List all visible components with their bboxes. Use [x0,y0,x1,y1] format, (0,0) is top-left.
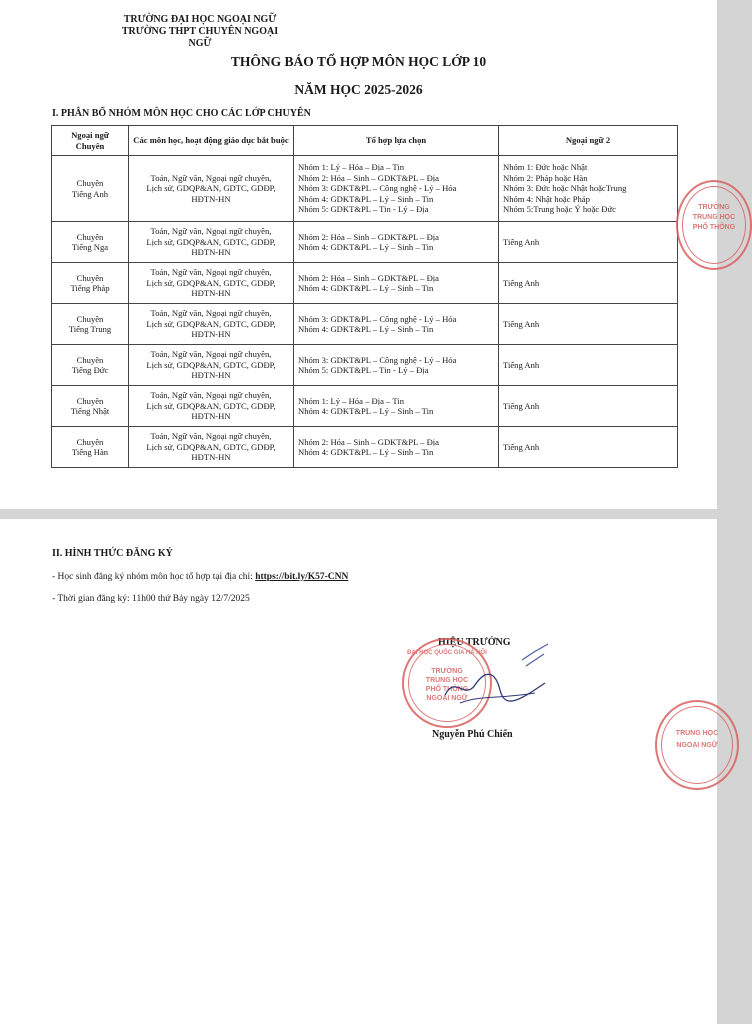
cell-line: Chuyên [76,354,104,365]
cell-line: Nhóm 1: Lý – Hóa – Địa – Tin [298,395,404,406]
cell-line: HĐTN-HN [191,329,231,340]
required-cell [129,304,294,345]
lang2-cell [499,386,678,427]
combos-cell [294,345,499,386]
cell-line: Nhóm 5: GDKT&PL – Tin - Lý – Địa [298,365,429,375]
principal-name: Nguyễn Phú Chiến [432,729,513,740]
cell-line: Nhóm 4: GDKT&PL – Lý – Sinh – Tin [298,193,434,204]
required-cell [129,222,294,263]
cell-line: Lịch sử, GDQP&AN, GDTC, GDĐP, [146,236,276,247]
table-row [52,345,678,386]
cell-line: Nhóm 4: GDKT&PL – Lý – Sinh – Tin [298,283,434,293]
cell-line: Nhóm 2: Hóa – Sinh – GDKT&PL – Địa [298,172,439,183]
table-row [52,427,678,468]
cell-line: Toán, Ngữ văn, Ngoại ngữ chuyên, [150,172,272,183]
notice-page-1 [0,0,736,509]
cell-line: Nhóm 5: GDKT&PL – Tin - Lý – Địa [298,204,429,215]
official-school-stamp: ĐẠI HỌC QUỐC GIA HÀ NỘI TRƯỜNG TRUNG HỌC PHỔ THÔNG NGOẠI NGỮ [402,638,492,728]
table-row [52,156,678,222]
combos-cell [294,222,499,263]
cell-line: Toán, Ngữ văn, Ngoại ngữ chuyên, [150,431,272,442]
major-cell [52,222,129,263]
combos-cell [294,263,499,304]
cell-line: Chuyên [76,272,104,283]
school-year: NĂM HỌC 2025-2026 [294,82,423,97]
cell-line: Nhóm 3: Đức hoặc Nhật hoặcTrung [503,183,627,194]
official-stamp-partial-2: TRUNG HỌC NGOẠI NGỮ [655,700,739,790]
major-cell [52,304,129,345]
cell-line: Nhóm 4: Nhật hoặc Pháp [503,193,590,204]
cell-line: HĐTN-HN [191,370,231,381]
university-name: TRƯỜNG ĐẠI HỌC NGOẠI NGỮ [123,14,277,25]
cell-line: Chuyên [76,178,104,188]
cell-line: Lịch sử, GDQP&AN, GDTC, GDĐP, [146,277,276,288]
registration-address-line [52,572,348,582]
cell-line: Toán, Ngữ văn, Ngoại ngữ chuyên, [150,349,272,360]
cell-line: Nhóm 4: GDKT&PL – Lý – Sinh – Tin [298,406,434,416]
cell-line: Lịch sử, GDQP&AN, GDTC, GDĐP, [146,359,276,370]
cell-line: Nhóm 3: GDKT&PL – Công nghệ - Lý – Hóa [298,183,457,194]
cell-line: Tiếng Nhật [70,406,110,416]
cell-line: Nhóm 4: GDKT&PL – Lý – Sinh – Tin [298,242,434,252]
cell-line: Tiếng Pháp [70,283,110,293]
subject-allocation-table [51,125,678,468]
combos-cell [294,427,499,468]
cell-line: Lịch sử, GDQP&AN, GDTC, GDĐP, [146,318,276,329]
cell-line: Chuyên [76,395,104,406]
lang2-cell [499,345,678,386]
cell-line: Nhóm 1: Đức hoặc Nhật [503,162,588,173]
header-major: Ngoại ngữ Chuyên [52,126,129,156]
cell-line: Nhóm 2: Hóa – Sinh – GDKT&PL – Địa [298,272,439,283]
major-cell [52,345,129,386]
lang2-cell [499,427,678,468]
cell-line: Tiếng Đức [71,365,109,375]
major-cell [52,427,129,468]
cell-line: Tiếng Anh [503,441,540,452]
cell-line: Nhóm 1: Lý – Hóa – Địa – Tin [298,162,404,173]
header-combos: Tổ hợp lựa chọn [294,126,499,156]
lang2-cell [499,222,678,263]
cell-line: HĐTN-HN [191,288,231,299]
cell-line: Toán, Ngữ văn, Ngoại ngữ chuyên, [150,226,272,237]
table-header-row [52,126,678,156]
cell-line: Nhóm 3: GDKT&PL – Công nghệ - Lý – Hóa [298,354,457,365]
cell-line: Nhóm 2: Pháp hoặc Hàn [503,172,588,183]
school-name: TRƯỜNG THPT CHUYÊN NGOẠI NGỮ [121,26,279,49]
table-row [52,222,678,263]
cell-line: Lịch sử, GDQP&AN, GDTC, GDĐP, [146,400,276,411]
cell-line: Tiếng Hàn [71,447,109,457]
required-cell [129,156,294,222]
table-row [52,304,678,345]
cell-line: Tiếng Anh [503,318,540,329]
cell-line: Tiếng Anh [71,188,109,199]
cell-line: Tiếng Nga [71,242,109,252]
cell-line: Nhóm 4: GDKT&PL – Lý – Sinh – Tin [298,447,434,457]
cell-line: Tiếng Anh [503,400,540,411]
registration-address-text: - Học sinh đăng ký nhóm môn học tổ hợp tại địa chỉ: [52,572,256,582]
header-required: Các môn học, hoạt động giáo dục bắt buộc [129,126,294,156]
required-cell [129,345,294,386]
combos-cell [294,386,499,427]
cell-line: HĐTN-HN [191,247,231,258]
official-stamp-partial: TRƯỜNG TRUNG HỌC PHỔ THÔNG [676,180,752,270]
registration-link[interactable]: https://bit.ly/K57-CNN [255,572,349,582]
cell-line: HĐTN-HN [191,411,231,422]
major-cell [52,263,129,304]
lang2-cell [499,156,678,222]
cell-line: Toán, Ngữ văn, Ngoại ngữ chuyên, [150,308,272,319]
cell-line: Lịch sử, GDQP&AN, GDTC, GDĐP, [146,441,276,452]
cell-line: Tiếng Anh [503,236,540,247]
major-cell [52,156,129,222]
cell-line: Chuyên [76,436,104,447]
cell-line: Nhóm 5:Trung hoặc Ý hoặc Đức [503,204,616,215]
principal-signature [440,665,550,710]
major-cell [52,386,129,427]
section-2-heading: II. HÌNH THỨC ĐĂNG KÝ [52,548,173,559]
notice-title: THÔNG BÁO TỔ HỢP MÔN HỌC LỚP 10 [230,54,487,69]
table-row [52,386,678,427]
cell-line: Tiếng Anh [503,277,540,288]
required-cell [129,386,294,427]
lang2-cell [499,263,678,304]
cell-line: Nhóm 2: Hóa – Sinh – GDKT&PL – Địa [298,436,439,447]
combos-cell [294,304,499,345]
cell-line: HĐTN-HN [191,193,231,204]
cell-line: Nhóm 2: Hóa – Sinh – GDKT&PL – Địa [298,231,439,242]
cell-line: Toán, Ngữ văn, Ngoại ngữ chuyên, [150,390,272,401]
cell-line: Chuyên [76,231,104,242]
cell-line: Nhóm 4: GDKT&PL – Lý – Sinh – Tin [298,324,434,334]
combos-cell [294,156,499,222]
cell-line: Toán, Ngữ văn, Ngoại ngữ chuyên, [150,267,272,278]
registration-time-line: - Thời gian đăng ký: 11h00 thứ Bảy ngày 12/7/2025 [52,594,250,604]
principal-title: HIỆU TRƯỞNG [438,637,511,648]
required-cell [129,263,294,304]
cell-line: Chuyên [76,313,104,324]
cell-line: Nhóm 3: GDKT&PL – Công nghệ - Lý – Hóa [298,313,457,324]
table-row [52,263,678,304]
required-cell [129,427,294,468]
header-lang2: Ngoại ngữ 2 [499,126,678,156]
section-1-heading: I. PHÂN BỔ NHÓM MÔN HỌC CHO CÁC LỚP CHUYÊN [52,108,311,119]
cell-line: Tiếng Anh [503,359,540,370]
cell-line: Tiếng Trung [68,324,112,334]
cell-line: HĐTN-HN [191,452,231,463]
cell-line: Lịch sử, GDQP&AN, GDTC, GDĐP, [146,183,276,194]
lang2-cell [499,304,678,345]
